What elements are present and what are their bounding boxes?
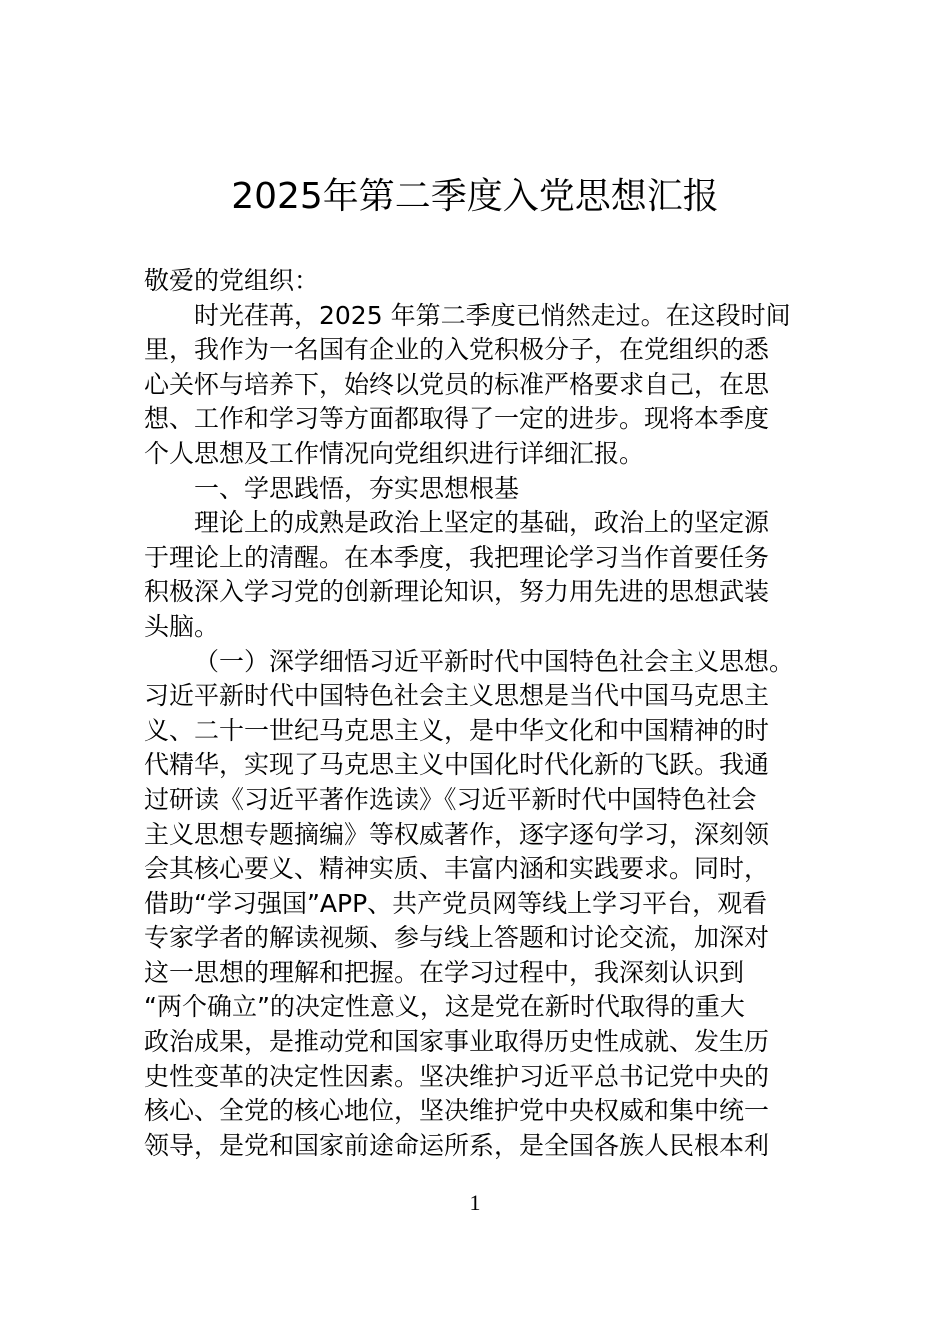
- text-line: 个人思想及工作情况向党组织进行详细汇报。: [144, 438, 645, 468]
- text-line: 心关怀与培养下，始终以党员的标准严格要求自己，在思: [144, 369, 770, 399]
- text-line: 会其核心要义、精神实质、丰富内涵和实践要求。同时，: [144, 854, 770, 884]
- text-line: 代精华，实现了马克思主义中国化时代化新的飞跃。我通: [144, 750, 770, 780]
- text-line: 过研读《习近平著作选读》《习近平新时代中国特色社会: [144, 784, 757, 814]
- text-line: 头脑。: [144, 611, 220, 641]
- text-line: 专家学者的解读视频、参与线上答题和讨论交流，加深对: [144, 923, 770, 953]
- text-line: 积极深入学习党的创新理论知识，努力用先进的思想武装: [144, 577, 770, 607]
- document-body: [144, 264, 809, 1163]
- text-line: 主义思想专题摘编》等权威著作，逐字逐句学习，深刻领: [144, 819, 770, 849]
- text-line: 想、工作和学习等方面都取得了一定的进步。现将本季度: [144, 404, 770, 434]
- text-line: 敬爱的党组织：: [144, 266, 320, 295]
- text-line: 政治成果，是推动党和国家事业取得历史性成就、发生历: [144, 1027, 770, 1057]
- text-line: 借助“学习强国”APP、共产党员网等线上学习平台，观看: [144, 888, 768, 918]
- text-line: “两个确立”的决定性意义，这是党在新时代取得的重大: [144, 992, 745, 1022]
- text-line: 里，我作为一名国有企业的入党积极分子，在党组织的悉: [144, 335, 770, 365]
- text-line: （一）深学细悟习近平新时代中国特色社会主义思想。: [194, 646, 795, 676]
- text-line: 于理论上的清醒。在本季度，我把理论学习当作首要任务: [144, 542, 770, 572]
- text-line: 习近平新时代中国特色社会主义思想是当代中国马克思主: [144, 681, 770, 711]
- text-line: 这一思想的理解和把握。在学习过程中，我深刻认识到: [144, 957, 745, 987]
- text-line: 时光荏苒，2025 年第二季度已悄然走过。在这段时间: [194, 300, 791, 330]
- page-number: 1: [469, 1190, 481, 1215]
- document-title: 2025年第二季度入党思想汇报: [231, 176, 719, 217]
- text-line: 一、学思践悟，夯实思想根基: [194, 473, 520, 503]
- text-line: 领导，是党和国家前途命运所系，是全国各族人民根本利: [144, 1130, 770, 1160]
- text-line: 义、二十一世纪马克思主义，是中华文化和中国精神的时: [144, 715, 770, 745]
- text-line: 理论上的成熟是政治上坚定的基础，政治上的坚定源: [194, 508, 770, 538]
- text-line: 核心、全党的核心地位，坚决维护党中央权威和集中统一: [144, 1096, 770, 1126]
- text-line: 史性变革的决定性因素。坚决维护习近平总书记党中央的: [144, 1061, 770, 1091]
